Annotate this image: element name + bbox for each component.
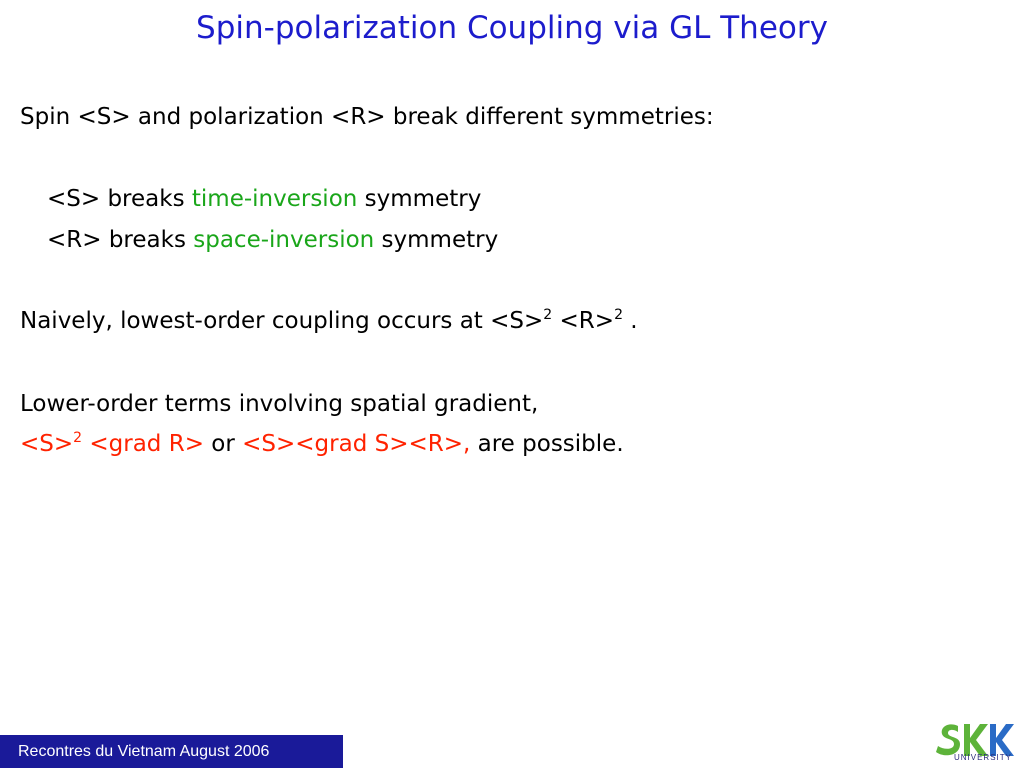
logo-university-label: UNIVERSITY: [953, 753, 1012, 762]
exponent: 2: [73, 430, 83, 446]
footer-banner: Recontres du Vietnam August 2006: [0, 735, 343, 768]
spin-breaks-text: <S> breaks: [47, 186, 192, 212]
s-term: <S>: [20, 431, 74, 457]
lowest-order-text: Naively, lowest-order coupling occurs at <S>: [20, 308, 544, 334]
period: .: [622, 308, 638, 334]
symmetry-text: symmetry: [357, 186, 482, 212]
slide-title: Spin-polarization Coupling via GL Theory: [196, 10, 828, 46]
gradient-terms-line: [20, 431, 624, 457]
time-inversion-term: time-inversion: [191, 186, 358, 212]
gradient-line: Lower-order terms involving spatial gradient,: [20, 391, 539, 417]
r-term: <R>: [552, 308, 615, 334]
exponent: 2: [614, 307, 623, 323]
symmetry-text: symmetry: [374, 227, 499, 253]
or-text: or: [203, 431, 243, 457]
possible-text: are possible.: [470, 431, 624, 457]
lowest-order-line: [20, 308, 638, 334]
exponent: 2: [543, 307, 553, 323]
s-grad-s-r-term: <S><grad S><R>,: [242, 431, 471, 457]
spin-symmetry-line: [47, 186, 481, 212]
intro-line: Spin <S> and polarization <R> break different symmetries:: [20, 104, 714, 130]
space-inversion-term: space-inversion: [193, 227, 375, 253]
polarization-breaks-text: <R> breaks: [47, 227, 194, 253]
grad-r-term: <grad R>: [82, 431, 204, 457]
polarization-symmetry-line: [47, 227, 498, 253]
